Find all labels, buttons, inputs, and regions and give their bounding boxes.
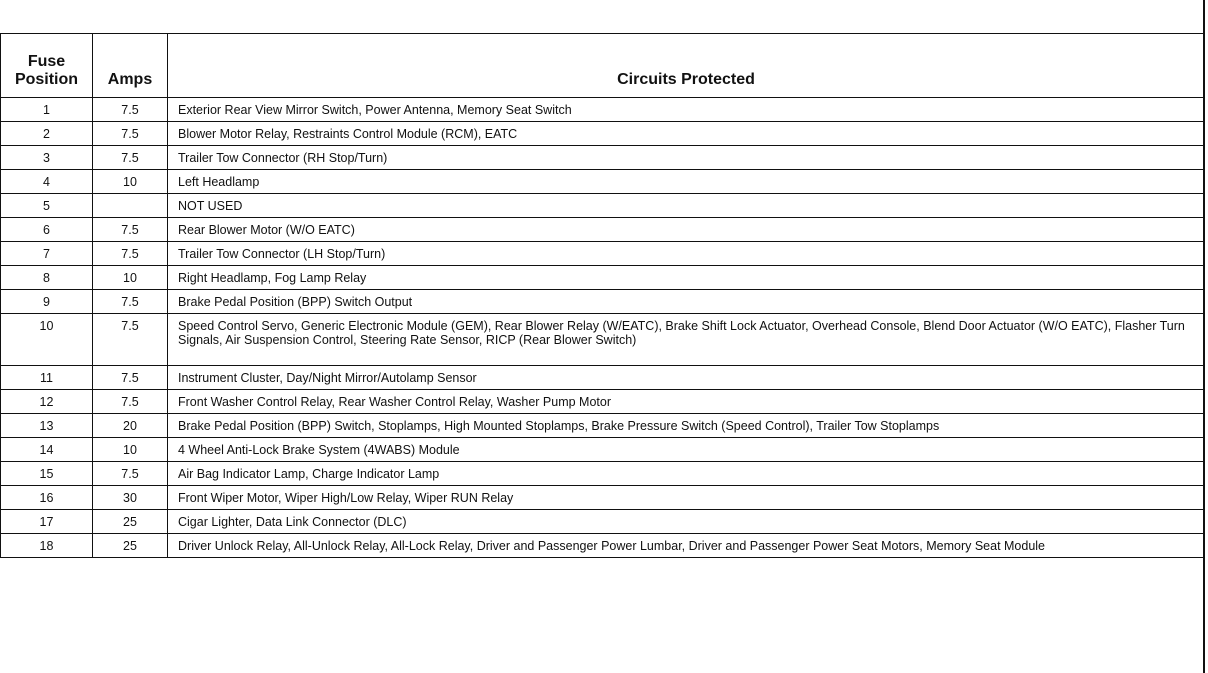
circuits-cell: Right Headlamp, Fog Lamp Relay <box>168 266 1205 290</box>
header-circuits-protected: Circuits Protected <box>168 34 1205 98</box>
circuits-cell: Driver Unlock Relay, All-Unlock Relay, All-Lock Relay, Driver and Passenger Power Lumbar, Driver and Passenger Power Seat Motors, Memory Seat Module <box>168 534 1205 558</box>
circuits-cell: Trailer Tow Connector (RH Stop/Turn) <box>168 146 1205 170</box>
circuits-cell: Front Washer Control Relay, Rear Washer Control Relay, Washer Pump Motor <box>168 390 1205 414</box>
fuse-position-cell: 13 <box>1 414 93 438</box>
amps-cell: 7.5 <box>93 242 168 266</box>
fuse-position-cell: 6 <box>1 218 93 242</box>
amps-cell: 10 <box>93 438 168 462</box>
circuits-cell: Instrument Cluster, Day/Night Mirror/Autolamp Sensor <box>168 366 1205 390</box>
amps-cell: 20 <box>93 414 168 438</box>
circuits-cell: Blower Motor Relay, Restraints Control Module (RCM), EATC <box>168 122 1205 146</box>
fuse-position-cell: 7 <box>1 242 93 266</box>
table-row <box>1 462 1205 486</box>
table-row <box>1 314 1205 366</box>
table-row <box>1 390 1205 414</box>
circuits-cell: Air Bag Indicator Lamp, Charge Indicator Lamp <box>168 462 1205 486</box>
circuits-cell: Left Headlamp <box>168 170 1205 194</box>
table-row <box>1 266 1205 290</box>
circuits-cell: Rear Blower Motor (W/O EATC) <box>168 218 1205 242</box>
fuse-position-cell: 8 <box>1 266 93 290</box>
amps-cell: 10 <box>93 170 168 194</box>
table-row <box>1 194 1205 218</box>
circuits-cell: Exterior Rear View Mirror Switch, Power Antenna, Memory Seat Switch <box>168 98 1205 122</box>
fuse-position-cell: 17 <box>1 510 93 534</box>
fuse-position-cell: 1 <box>1 98 93 122</box>
table-row <box>1 290 1205 314</box>
header-fuse-position: Fuse Position <box>1 34 93 98</box>
circuits-cell: Brake Pedal Position (BPP) Switch, Stoplamps, High Mounted Stoplamps, Brake Pressure Switch (Speed Control), Trailer Tow Stoplamps <box>168 414 1205 438</box>
table-row <box>1 170 1205 194</box>
amps-cell: 7.5 <box>93 98 168 122</box>
table-row <box>1 534 1205 558</box>
amps-cell: 25 <box>93 510 168 534</box>
circuits-cell: NOT USED <box>168 194 1205 218</box>
amps-cell: 7.5 <box>93 218 168 242</box>
table-row <box>1 122 1205 146</box>
circuits-cell: Speed Control Servo, Generic Electronic Module (GEM), Rear Blower Relay (W/EATC), Brake Shift Lock Actuator, Overhead Console, Blend Door Actuator (W/O EATC), Flasher Turn Signals, Air Suspension Control, Steering Rate Sensor, RICP (Rear Blower Switch) <box>168 314 1205 366</box>
amps-cell <box>93 194 168 218</box>
amps-cell: 7.5 <box>93 314 168 366</box>
fuse-position-cell: 10 <box>1 314 93 366</box>
amps-cell: 7.5 <box>93 462 168 486</box>
fuse-position-cell: 11 <box>1 366 93 390</box>
amps-cell: 10 <box>93 266 168 290</box>
fuse-position-cell: 15 <box>1 462 93 486</box>
circuits-cell: 4 Wheel Anti-Lock Brake System (4WABS) Module <box>168 438 1205 462</box>
fuse-position-cell: 14 <box>1 438 93 462</box>
circuits-cell: Front Wiper Motor, Wiper High/Low Relay, Wiper RUN Relay <box>168 486 1205 510</box>
fuse-position-cell: 4 <box>1 170 93 194</box>
amps-cell: 7.5 <box>93 146 168 170</box>
header-amps: Amps <box>93 34 168 98</box>
amps-cell: 25 <box>93 534 168 558</box>
fuse-position-cell: 9 <box>1 290 93 314</box>
circuits-cell: Cigar Lighter, Data Link Connector (DLC) <box>168 510 1205 534</box>
fuse-position-cell: 18 <box>1 534 93 558</box>
amps-cell: 7.5 <box>93 390 168 414</box>
fuse-position-cell: 5 <box>1 194 93 218</box>
table-header-row <box>1 34 1205 98</box>
table-row <box>1 98 1205 122</box>
table-row <box>1 510 1205 534</box>
amps-cell: 7.5 <box>93 366 168 390</box>
table-row <box>1 218 1205 242</box>
fuse-position-cell: 2 <box>1 122 93 146</box>
fuse-position-cell: 12 <box>1 390 93 414</box>
table-row <box>1 414 1205 438</box>
table-row <box>1 438 1205 462</box>
amps-cell: 7.5 <box>93 122 168 146</box>
amps-cell: 7.5 <box>93 290 168 314</box>
table-row <box>1 366 1205 390</box>
table-row <box>1 486 1205 510</box>
fuse-table <box>0 33 1205 558</box>
table-row <box>1 146 1205 170</box>
circuits-cell: Trailer Tow Connector (LH Stop/Turn) <box>168 242 1205 266</box>
fuse-position-cell: 16 <box>1 486 93 510</box>
fuse-position-cell: 3 <box>1 146 93 170</box>
amps-cell: 30 <box>93 486 168 510</box>
table-row <box>1 242 1205 266</box>
circuits-cell: Brake Pedal Position (BPP) Switch Output <box>168 290 1205 314</box>
